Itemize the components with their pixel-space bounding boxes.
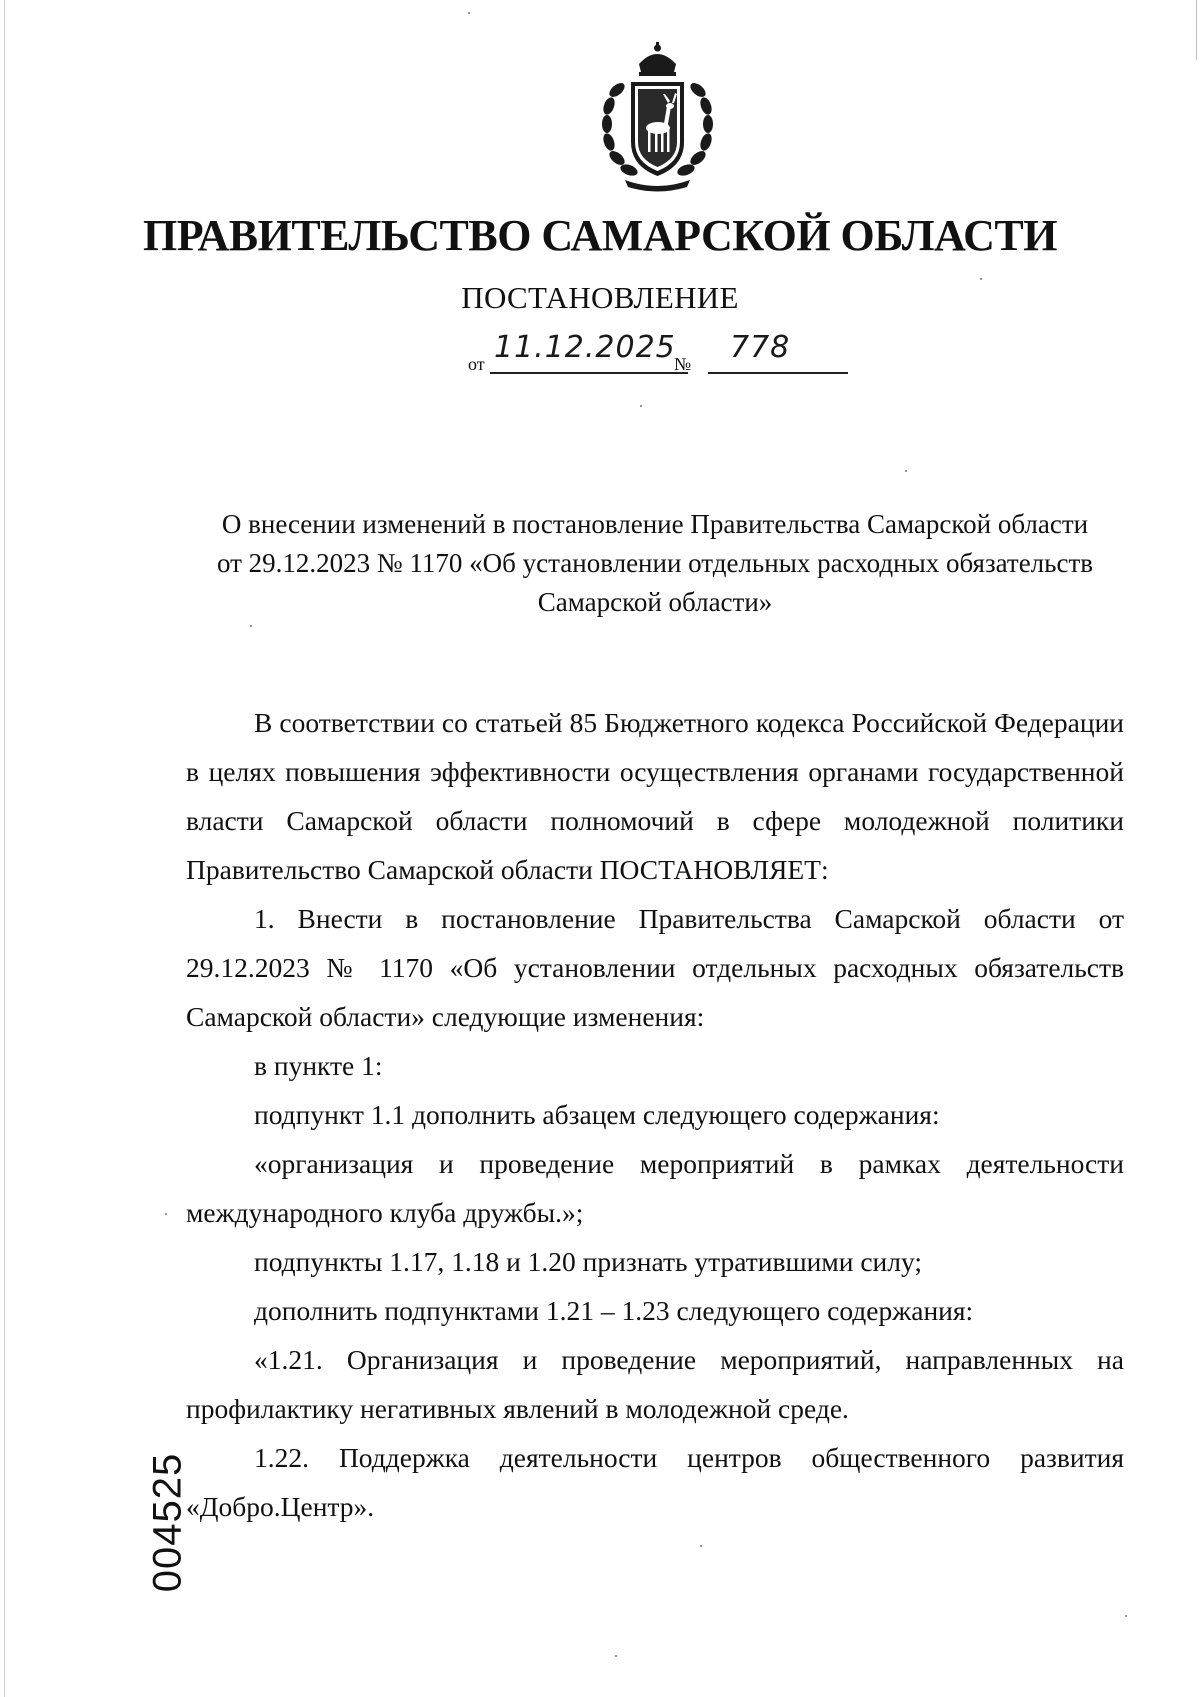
scan-speck xyxy=(1125,1615,1127,1617)
body-paragraph: «1.21. Организация и проведение мероприятий, направленных на профилактику негативных явлений в молодежной среде. xyxy=(186,1344,1124,1424)
subject-line: Самарской области» xyxy=(537,587,773,617)
organization-title: ПРАВИТЕЛЬСТВО САМАРСКОЙ ОБЛАСТИ xyxy=(143,211,1057,260)
scan-speck xyxy=(905,470,907,472)
body-paragraph: в пункте 1: xyxy=(254,1050,383,1081)
date-underline xyxy=(490,372,688,374)
scan-speck xyxy=(468,12,470,14)
body-paragraph: «организация и проведение мероприятий в рамках деятельности международного клуба дружбы.»; xyxy=(186,1148,1124,1228)
scan-edge-mark xyxy=(1196,0,1197,60)
date-prefix: от xyxy=(468,354,485,374)
vertical-stamp-number: 004525 xyxy=(145,1452,190,1593)
subject-line: О внесении изменений в постановление Правительства Самарской области xyxy=(221,509,1089,539)
body-paragraph: подпункт 1.1 дополнить абзацем следующего содержания: xyxy=(254,1099,940,1130)
handwritten-number: 778 xyxy=(730,330,791,365)
body-paragraph: 1. Внести в постановление Правительства Самарской области от 29.12.2023 № 1170 «Об установлении отдельных расходных обязательств Самарской области» следующие изменения: xyxy=(186,903,1124,1032)
scan-speck xyxy=(700,1545,702,1547)
body-paragraph: 1.22. Поддержка деятельности центров общественного развития «Добро.Центр». xyxy=(186,1442,1124,1522)
document-type: ПОСТАНОВЛЕНИЕ xyxy=(461,280,739,315)
body-paragraph: подпункты 1.17, 1.18 и 1.20 признать утратившими силу; xyxy=(254,1246,923,1277)
scan-speck xyxy=(250,625,252,627)
body-paragraph: дополнить подпунктами 1.21 – 1.23 следующего содержания: xyxy=(254,1295,974,1326)
handwritten-date: 11.12.2025 xyxy=(494,330,676,365)
number-underline xyxy=(708,372,848,374)
subject-line: от 29.12.2023 № 1170 «Об установлении отдельных расходных обязательств xyxy=(216,548,1094,578)
date-number-line xyxy=(468,328,858,376)
document-subject xyxy=(170,505,1140,622)
coat-of-arms-icon xyxy=(595,42,720,192)
document-body xyxy=(186,698,1124,1531)
scan-speck xyxy=(615,1655,617,1657)
number-sign: № xyxy=(674,354,692,374)
scan-speck xyxy=(640,405,642,407)
body-paragraph: В соответствии со статьей 85 Бюджетного кодекса Российской Федерации в целях повышения эффективности осуществления органами государственной власти Самарской области полномочий в сфере молодежной политики Правительство Самарской области ПОСТАНОВЛЯЕТ: xyxy=(186,707,1124,885)
scan-speck xyxy=(165,1213,167,1215)
scan-speck xyxy=(980,278,982,280)
